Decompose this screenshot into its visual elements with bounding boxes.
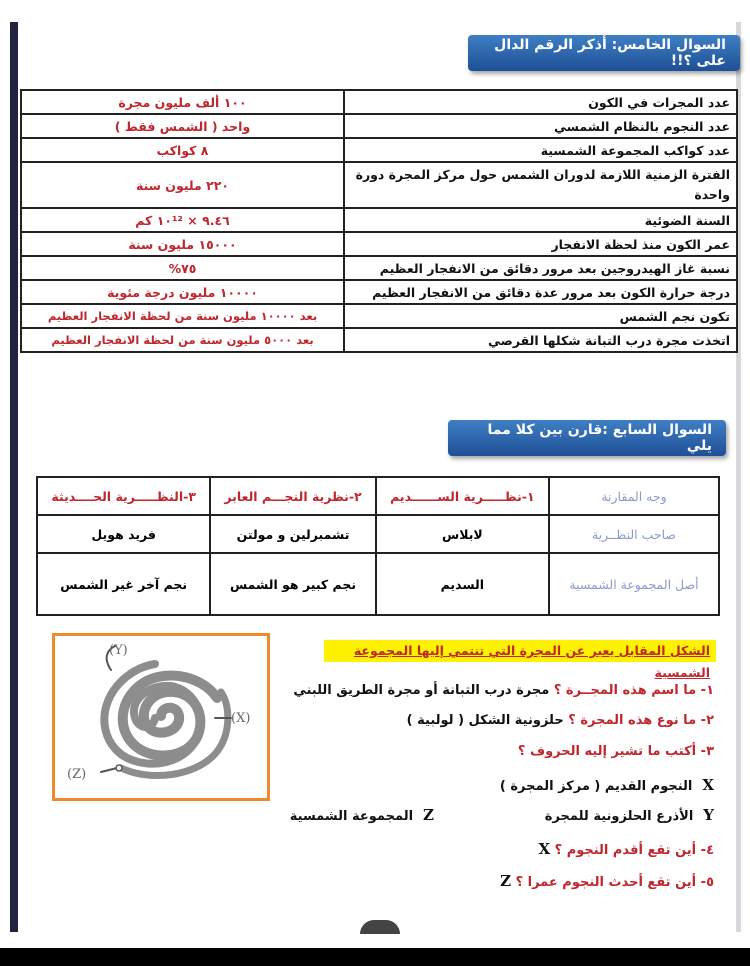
galaxy-figure bbox=[52, 633, 270, 801]
q7-header bbox=[448, 420, 726, 456]
label-y: (Y) bbox=[109, 643, 128, 658]
table-row bbox=[37, 515, 719, 553]
theory-modern-header: ٣-النظـــــرية الحــــديثة bbox=[37, 477, 210, 515]
compare-aspect: أصل المجموعة الشمسية bbox=[549, 553, 719, 615]
fact-answer: ١٠٠ ألف مليون مجرة bbox=[21, 90, 344, 114]
compare-cell: فريد هويل bbox=[37, 515, 210, 553]
partial-shape bbox=[360, 920, 400, 934]
fact-answer: ١٠٠٠٠ مليون درجة مئوية bbox=[21, 280, 344, 304]
fact-question: السنة الضوئية bbox=[344, 208, 737, 232]
table-row bbox=[21, 232, 737, 256]
label-z: (Z) bbox=[67, 767, 87, 782]
fact-question: درجة حرارة الكون بعد مرور عدة دقائق من الانفجار العظيم bbox=[344, 280, 737, 304]
table-row bbox=[21, 256, 737, 280]
figure-caption: الشكل المقابل يعبر عن المجرة التي تنتمي إليها المجموعة الشمسية bbox=[324, 640, 716, 662]
fact-question: عدد المجرات في الكون bbox=[344, 90, 737, 114]
fact-answer: ١٥٠٠٠ مليون سنة bbox=[21, 232, 344, 256]
figure-question-3: ٣- أكتب ما تشير إليه الحروف ؟ bbox=[517, 744, 714, 759]
fact-question: اتخذت مجرة درب التبانة شكلها القرصي bbox=[344, 328, 737, 352]
figure-question-2: ٢- ما نوع هذه المجرة ؟ حلزونية الشكل ( لولبية ) bbox=[406, 713, 714, 728]
fact-answer: ٢٢٠ مليون سنة bbox=[21, 162, 344, 208]
fact-question: نسبة غاز الهيدروجين بعد مرور دقائق من الانفجار العظيم bbox=[344, 256, 737, 280]
q7-title: السوال السابع :قارن بين كلا مما يلي bbox=[487, 422, 712, 454]
facts-table bbox=[20, 89, 738, 353]
legend-x: Xالنجوم القديم ( مركز المجرة ) bbox=[499, 776, 714, 794]
fact-answer: واحد ( الشمس فقط ) bbox=[21, 114, 344, 138]
table-row bbox=[21, 90, 737, 114]
theory-passing-star-header: ٢-نظرية النجـــم العابر bbox=[210, 477, 375, 515]
legend-y: Yالأذرع الحلزونية للمجرة bbox=[544, 806, 714, 824]
table-row bbox=[21, 304, 737, 328]
q5-header bbox=[468, 35, 740, 71]
table-row bbox=[21, 162, 737, 208]
fact-answer: ٨ كواكب bbox=[21, 138, 344, 162]
compare-cell: السديم bbox=[376, 553, 549, 615]
fact-question: عمر الكون منذ لحظة الانفجار bbox=[344, 232, 737, 256]
fact-question: عدد كواكب المجموعة الشمسية bbox=[344, 138, 737, 162]
q5-title: السوال الخامس: أذكر الرقم الدال على ؟!! bbox=[494, 37, 726, 69]
fact-answer: بعد ١٠٠٠٠ مليون سنة من لحظة الانفجار العظيم bbox=[21, 304, 344, 328]
compare-cell: نجم كبير هو الشمس bbox=[210, 553, 375, 615]
compare-aspect: صاحب النظــرية bbox=[549, 515, 719, 553]
compare-aspect-header: وجه المقارنة bbox=[549, 477, 719, 515]
bottom-bar bbox=[0, 948, 750, 966]
compare-cell: تشمبرلين و مولتن bbox=[210, 515, 375, 553]
fact-question: تكون نجم الشمس bbox=[344, 304, 737, 328]
fact-question: الفترة الزمنية اللازمة لدوران الشمس حول مركز المجرة دورة واحدة bbox=[344, 162, 737, 208]
theory-nebula-header: ١-نظـــــرية الســــــديم bbox=[376, 477, 549, 515]
legend-z: Zالمجموعة الشمسية bbox=[289, 806, 434, 824]
spiral-galaxy-icon bbox=[55, 636, 267, 798]
table-row bbox=[21, 138, 737, 162]
fact-answer: ٩.٤٦ × ١٠¹² كم bbox=[21, 208, 344, 232]
label-x: (X) bbox=[231, 711, 251, 726]
table-row bbox=[21, 114, 737, 138]
compare-table bbox=[36, 476, 720, 616]
table-row bbox=[37, 553, 719, 615]
compare-cell: نجم آخر غير الشمس bbox=[37, 553, 210, 615]
figure-question-1: ١- ما اسم هذه المجــرة ؟ مجرة درب التبانة أو مجرة الطريق اللبني bbox=[293, 683, 714, 698]
figure-question-5: ٥- أين تقع أحدث النجوم عمرا ؟ Z bbox=[500, 872, 714, 890]
table-row bbox=[21, 208, 737, 232]
fact-answer: ٧٥% bbox=[21, 256, 344, 280]
compare-cell: لابلاس bbox=[376, 515, 549, 553]
left-border-bar bbox=[10, 22, 18, 932]
fact-answer: بعد ٥٠٠٠ مليون سنة من لحظة الانفجار العظيم bbox=[21, 328, 344, 352]
fact-question: عدد النجوم بالنظام الشمسي bbox=[344, 114, 737, 138]
figure-question-4: ٤- أين تقع أقدم النجوم ؟ X bbox=[538, 840, 714, 858]
table-row bbox=[37, 477, 719, 515]
table-row bbox=[21, 328, 737, 352]
table-row bbox=[21, 280, 737, 304]
